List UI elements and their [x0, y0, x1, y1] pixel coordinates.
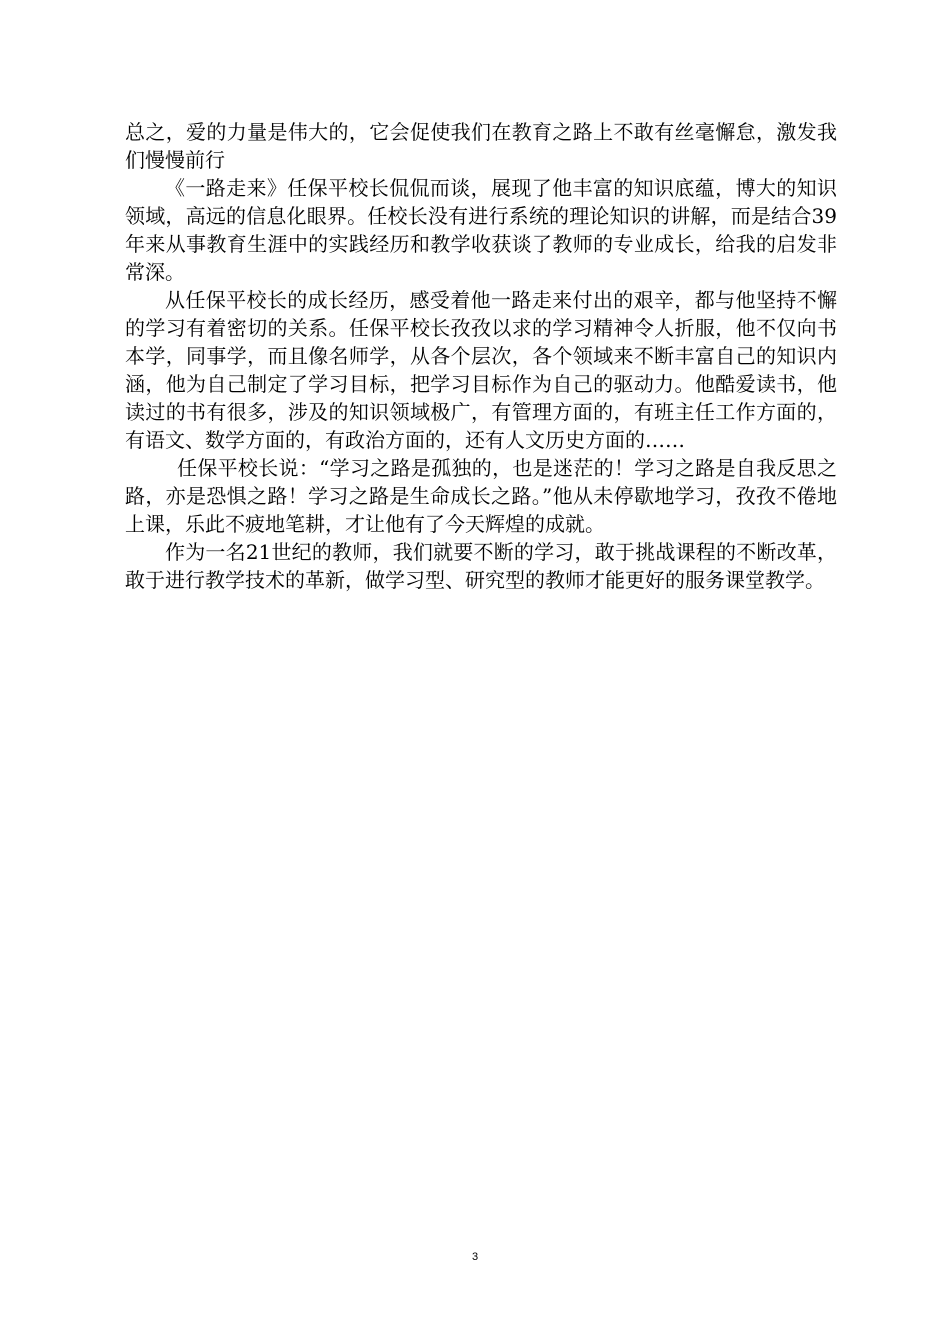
document-body: [125, 118, 837, 594]
paragraph-teacher-reflection: 作为一名21世纪的教师，我们就要不断的学习，敢于挑战课程的不断改革，敢于进行教学技术的革新，做学习型、研究型的教师才能更好的服务课堂教学。: [125, 540, 837, 592]
page-number: 3: [471, 1251, 479, 1263]
paragraph-growth-experience: 从任保平校长的成长经历，感受着他一路走来付出的艰辛，都与他坚持不懈的学习有着密切的关系。任保平校长孜孜以求的学习精神令人折服，他不仅向书本学，同事学，而且像名师学，从各个层次，各个领域来不断丰富自己的知识内涵，他为自己制定了学习目标，把学习目标作为自己的驱动力。他酷爱读书，他读过的书有很多，涉及的知识领域极广，有管理方面的，有班主任工作方面的，有语文、数学方面的，有政治方面的，还有人文历史方面的……: [125, 288, 837, 452]
paragraph-book-intro: 《一路走来》任保平校长侃侃而谈，展现了他丰富的知识底蕴，博大的知识领域，高远的信息化眼界。任校长没有进行系统的理论知识的讲解，而是结合39年来从事教育生涯中的实践经历和教学收获谈了教师的专业成长，给我的启发非常深。: [125, 176, 837, 284]
paragraph-quote: 任保平校长说：“学习之路是孤独的，也是迷茫的！学习之路是自我反思之路，亦是恐惧之路！学习之路是生命成长之路。”他从未停歇地学习，孜孜不倦地上课，乐此不疲地笔耕，才让他有了今天辉煌的成就。: [125, 456, 837, 536]
paragraph-conclusion: 总之，爱的力量是伟大的，它会促使我们在教育之路上不敢有丝毫懈怠，激发我们慢慢前行: [125, 120, 837, 172]
